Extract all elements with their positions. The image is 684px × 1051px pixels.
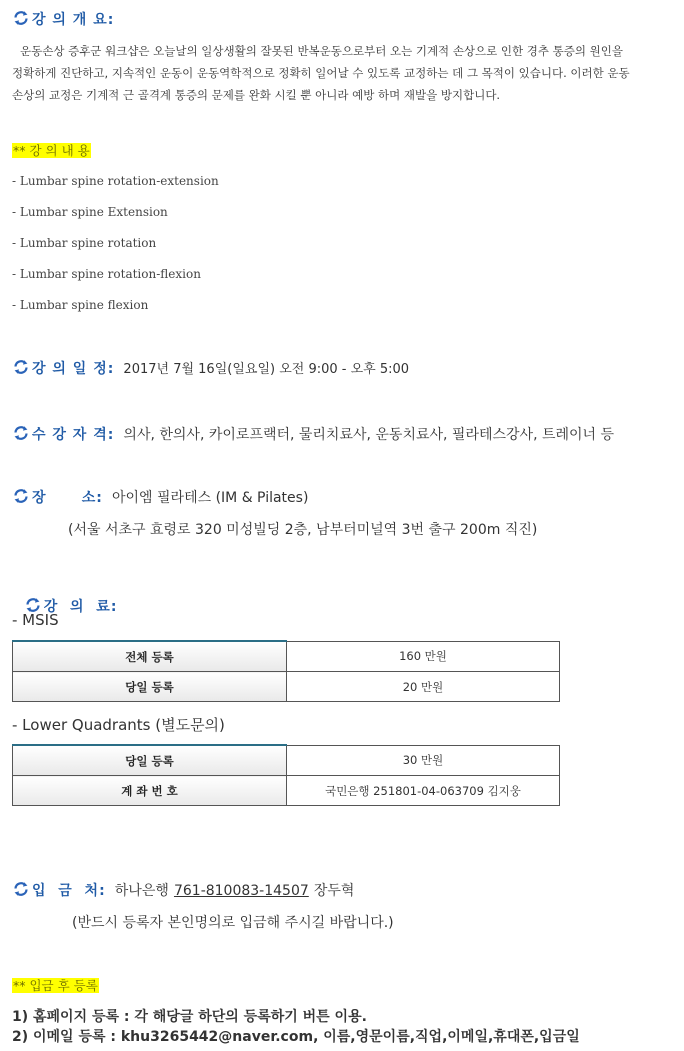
venue-address: (서울 서초구 효령로 320 미성빌딩 2층, 남부터미널역 3번 출구 200m 직진) bbox=[68, 522, 538, 538]
deposit-bank: 하나은행 bbox=[114, 883, 169, 899]
table-row bbox=[13, 745, 560, 776]
schedule-row bbox=[12, 358, 409, 378]
deposit-holder: 장두혁 bbox=[313, 883, 355, 899]
table-cell: 30 만원 bbox=[287, 745, 560, 776]
table-cell: 국민은행 251801-04-063709 김지웅 bbox=[287, 776, 560, 806]
table-header-cell: 당일 등록 bbox=[13, 672, 287, 702]
venue-value: 아이엠 필라테스 (IM & Pilates) bbox=[112, 490, 309, 506]
table-row bbox=[13, 641, 560, 672]
msis-fee-table bbox=[12, 640, 560, 702]
deposit-account: 761-810083-14507 bbox=[173, 883, 309, 899]
refresh-icon bbox=[12, 487, 30, 505]
table-cell: 20 만원 bbox=[287, 672, 560, 702]
overview-text bbox=[12, 40, 630, 106]
registration-line1: 1) 홈페이지 등록 : 각 해당글 하단의 등록하기 버튼 이용. bbox=[12, 1009, 367, 1025]
eligibility-value: 의사, 한의사, 카이로프랙터, 물리치료사, 운동치료사, 필라테스강사, 트레이너 등 bbox=[123, 427, 615, 443]
content-item: - Lumbar spine rotation-extension bbox=[12, 174, 219, 188]
refresh-icon bbox=[12, 9, 30, 27]
registration-heading: ** 입금 후 등록 bbox=[13, 978, 98, 993]
overview-line: 손상의 교정은 기계적 근 골격계 통증의 문제를 완화 시킬 뿐 아니라 예방 하며 재발을 방지합니다. bbox=[12, 88, 501, 102]
refresh-icon bbox=[12, 424, 30, 442]
table-cell: 160 만원 bbox=[287, 641, 560, 672]
eligibility-heading: 수 강 자 격: bbox=[32, 427, 115, 443]
msis-title: - MSIS bbox=[12, 611, 59, 629]
content-item: - Lumbar spine Extension bbox=[12, 205, 168, 219]
content-item: - Lumbar spine rotation bbox=[12, 236, 157, 250]
registration-line2: 2) 이메일 등록 : khu3265442@naver.com, 이름,영문이름,직업,이메일,휴대폰,입금일 bbox=[12, 1029, 580, 1045]
overview-line: 정확하게 진단하고, 지속적인 운동이 운동역학적으로 정확히 일어날 수 있도록 교정하는 데 그 목적이 있습니다. 이러한 운동 bbox=[12, 66, 630, 80]
deposit-note: (반드시 등록자 본인명의로 입금해 주시길 바랍니다.) bbox=[72, 915, 394, 931]
refresh-icon bbox=[12, 880, 30, 898]
table-row bbox=[13, 672, 560, 702]
table-row bbox=[13, 776, 560, 806]
deposit-row bbox=[12, 880, 354, 900]
table-header-cell: 계 좌 번 호 bbox=[13, 776, 287, 806]
content-heading: ** 강 의 내 용 bbox=[13, 143, 90, 158]
refresh-icon bbox=[12, 358, 30, 376]
registration-email: khu3265442@naver.com bbox=[120, 1029, 314, 1045]
overview-line: 운동손상 증후군 워크샵은 오늘날의 일상생활의 잘못된 반복운동으로부터 오는 기계적 손상으로 인한 경추 통증의 원인을 bbox=[20, 44, 623, 58]
table-header-cell: 당일 등록 bbox=[13, 745, 287, 776]
venue-row bbox=[12, 487, 308, 507]
content-item: - Lumbar spine rotation-flexion bbox=[12, 267, 201, 281]
overview-heading: 강 의 개 요: bbox=[12, 9, 114, 29]
lower-fee-table bbox=[12, 744, 560, 806]
fee-heading: 강 의 료: bbox=[12, 580, 117, 616]
content-item: - Lumbar spine flexion bbox=[12, 298, 149, 312]
table-header-cell: 전체 등록 bbox=[13, 641, 287, 672]
eligibility-row bbox=[12, 424, 614, 444]
schedule-value: 2017년 7월 16일(일요일) 오전 9:00 - 오후 5:00 bbox=[123, 362, 410, 377]
lower-title: - Lower Quadrants (별도문의) bbox=[12, 716, 225, 734]
venue-heading: 장 소: bbox=[32, 490, 103, 506]
schedule-heading: 강 의 일 정: bbox=[32, 361, 115, 377]
deposit-heading: 입 금 처: bbox=[32, 883, 106, 899]
